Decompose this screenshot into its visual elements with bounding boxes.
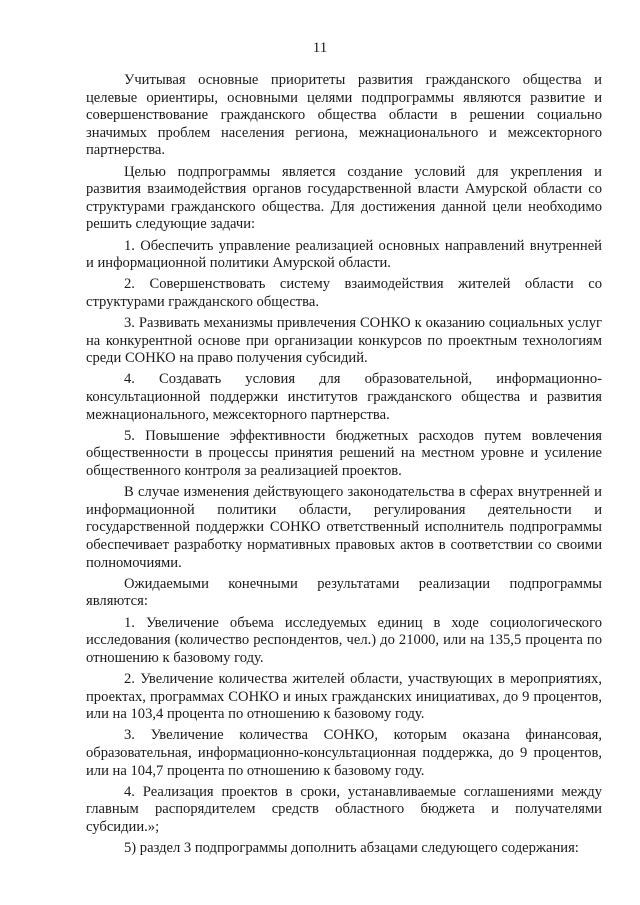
task-item-4: 4. Создавать условия для образовательной, информационно-консультационной поддержки институтов гражданского общества и развития межнационального, межсекторного партнерства.: [86, 371, 602, 423]
result-item-1: 1. Увеличение объема исследуемых единиц в ходе социологического исследования (количество респондентов, чел.) до 21000, или на 135,5 процента по отношению к базовому году.: [86, 614, 602, 666]
page-number: 11: [312, 40, 328, 56]
result-item-3: 3. Увеличение количества СОНКО, которым оказана финансовая, образовательная, информационно-консультационная поддержка, до 9 процентов, или на 104,7 процента по отношению к базовому году.: [86, 727, 602, 779]
paragraph-goal: Целью подпрограммы является создание условий для укрепления и развития взаимодействия органов государственной власти Амурской области со структурами гражданского общества. Для достижения данной цели необходимо решить следующие задачи:: [86, 163, 602, 233]
result-item-2: 2. Увеличение количества жителей области, участвующих в мероприятиях, проектах, программах СОНКО и иных гражданских инициативах, до 9 процентов, или на 103,4 процента по отношению к базовому году.: [86, 670, 602, 723]
task-item-2: 2. Совершенствовать систему взаимодействия жителей области со структурами гражданского общества.: [86, 276, 602, 310]
task-item-3: 3. Развивать механизмы привлечения СОНКО к оказанию социальных услуг на конкурентной основе при организации конкурсов по проектным технологиям среди СОНКО на право получения субсидий.: [86, 315, 602, 367]
task-item-5: 5. Повышение эффективности бюджетных расходов путем вовлечения общественности в процессы принятия решений на местном уровне и усиление общественного контроля за реализацией проектов.: [86, 427, 602, 480]
paragraph-intro: Учитывая основные приоритеты развития гражданского общества и целевые ориентиры, основными целями подпрограммы являются развитие и совершенствование гражданского общества области в решении социально значимых проблем населения региона, межнационального и межсекторного партнерства.: [86, 72, 602, 159]
task-item-1: 1. Обеспечить управление реализацией основных направлений внутренней и информационной политики Амурской области.: [86, 237, 602, 272]
paragraph-results-intro: Ожидаемыми конечными результатами реализации подпрограммы являются:: [86, 575, 602, 610]
paragraph-legislation: В случае изменения действующего законодательства в сферах внутренней и информационной политики области, регулирования деятельности и государственной поддержки СОНКО ответственный исполнитель подпрограммы обеспечивает разработку нормативных правовых актов в соответствии со своими полномочиями.: [86, 484, 602, 571]
paragraph-section-3: 5) раздел 3 подпрограммы дополнить абзацами следующего содержания:: [124, 840, 579, 857]
result-item-4: 4. Реализация проектов в сроки, устанавливаемые соглашениями между главным распорядителем средств областного бюджета и получателями субсидии.»;: [86, 783, 602, 835]
body-text: [86, 72, 602, 861]
